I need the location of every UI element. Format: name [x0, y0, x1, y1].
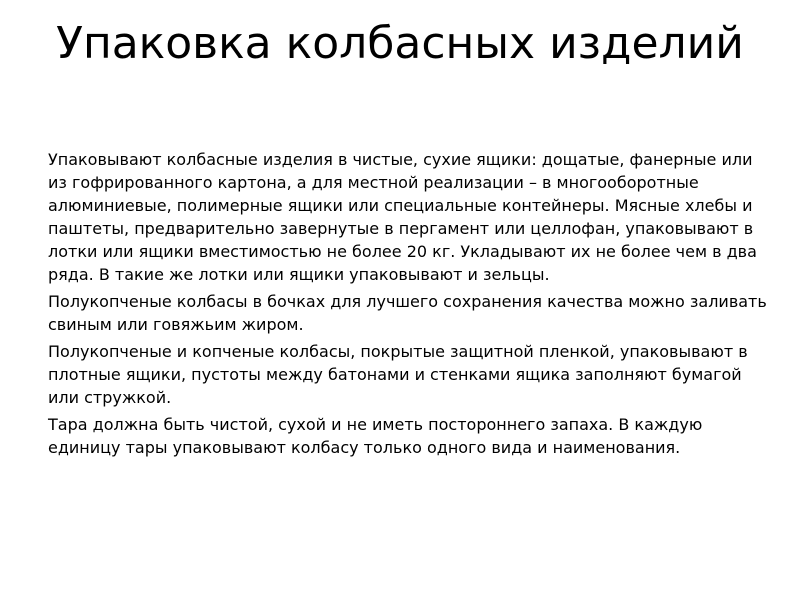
paragraph-packaging-containers: Упаковывают колбасные изделия в чистые, сухие ящики: дощатые, фанерные или из гофрированного картона, а для местной реализации – в многооборотные алюминиевые, полимерные ящики или специальные контейнеры. Мясные хлебы и паштеты, предварительно завернутые в пергамент или целлофан, упаковывают в лотки или ящики вместимостью не более 20 кг. Укладывают их не более чем в два ряда. В такие же лотки или ящики упаковывают и зельцы. — [48, 150, 757, 284]
slide-body — [40, 148, 768, 463]
slide-title: Упаковка колбасных изделий — [56, 18, 744, 69]
paragraph-smoked-boxes: Полукопченые и копченые колбасы, покрытые защитной пленкой, упаковывают в плотные ящики, пустоты между батонами и стенками ящика заполняют бумагой или стружкой. — [48, 342, 748, 407]
paragraph-container-requirements: Тара должна быть чистой, сухой и не иметь постороннего запаха. В каждую единицу тары упаковывают колбасу только одного вида и наименования. — [48, 415, 703, 457]
paragraph-semi-smoked-barrels: Полукопченые колбасы в бочках для лучшего сохранения качества можно заливать свиным или говяжьим жиром. — [48, 292, 767, 334]
